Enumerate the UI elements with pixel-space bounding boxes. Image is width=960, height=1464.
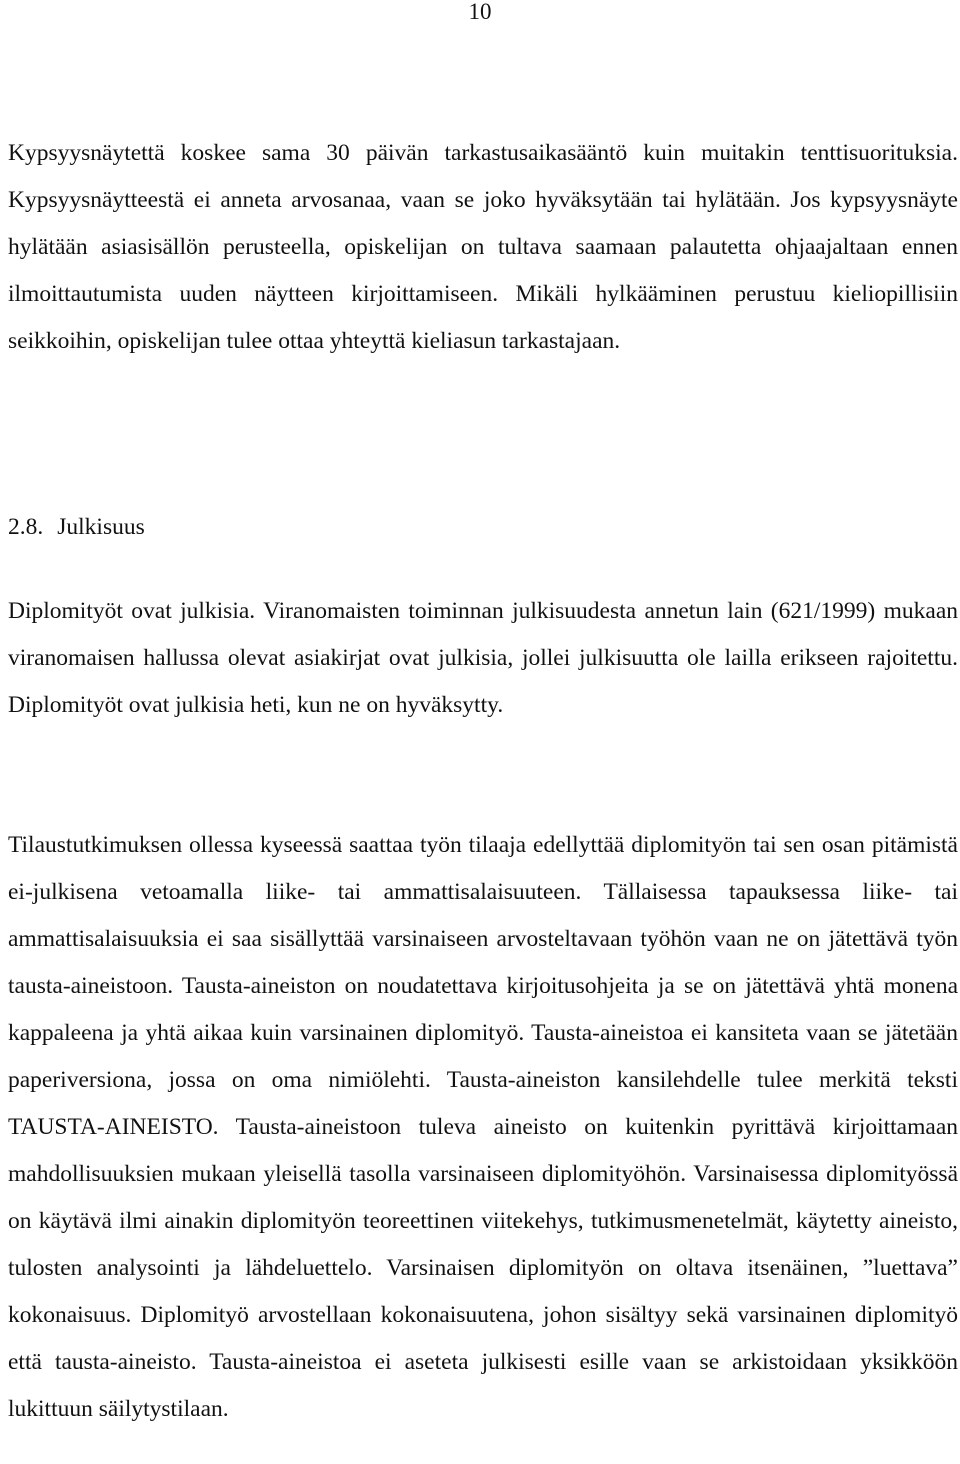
paragraph-publicity: Diplomityöt ovat julkisia. Viranomaisten toiminnan julkisuudesta annetun lain (621/1999) mukaan viranomaisen hallussa olevat asiakirjat ovat julkisia, jollei julkisuutta ole lailla erikseen rajoitettu. Diplomityöt ovat julkisia heti, kun ne on hyväksytty. (8, 598, 958, 718)
section-heading (8, 504, 145, 551)
paragraph-commissioned-research: Tilaustutkimuksen ollessa kyseessä saattaa työn tilaaja edellyttää diplomityön tai sen osan pitämistä ei-julkisena vetoamalla liike- tai ammattisalaisuuteen. Tällaisessa tapauksessa liike- tai ammattisalaisuuksia ei saa sisällyttää varsinaiseen arvosteltavaan työhön vaan ne on jätettävä työn tausta-aineistoon. Tausta-aineiston on noudatettava kirjoitusohjeita ja se on jätettävä yhtä monena kappaleena ja yhtä aikaa kuin varsinainen diplomityö. Tausta-aineistoa ei kansiteta vaan se jätetään paperiversiona, jossa on oma nimiölehti. Tausta-aineiston kansilehdelle tulee merkitä teksti TAUSTA-AINEISTO. Tausta-aineistoon tuleva aineisto on kuitenkin pyrittävä kirjoittamaan mahdollisuuksien mukaan yleisellä tasolla varsinaiseen diplomityöhön. Varsinaisessa diplomityössä on käytävä ilmi ainakin diplomityön teoreettinen viitekehys, tutkimusmenetelmät, käytetty aineisto, tulosten analysointi ja lähdeluettelo. Varsinaisen diplomityön on oltava itsenäinen, ”luettava” kokonaisuus. Diplomityö arvostellaan kokonaisuutena, johon sisältyy sekä varsinainen diplomityö että tausta-aineisto. Tausta-aineistoa ei aseteta julkisesti esille vaan se arkistoidaan yksikköön lukittuun säilytystilaan. (8, 832, 958, 1422)
page-number: 10 (468, 0, 492, 24)
paragraph-maturity-test: Kypsyysnäytettä koskee sama 30 päivän tarkastusaikasääntö kuin muitakin tenttisuorituksia. Kypsyysnäytteestä ei anneta arvosanaa, vaan se joko hyväksytään tai hylätään. Jos kypsyysnäyte hylätään asiasisällön perusteella, opiskelijan on tultava saamaan palautetta ohjaajaltaan ennen ilmoittautumista uuden näytteen kirjoittamiseen. Mikäli hylkääminen perustuu kieliopillisiin seikkoihin, opiskelijan tulee ottaa yhteyttä kieliasun tarkastajaan. (8, 140, 958, 354)
section-title: Julkisuus (57, 514, 145, 540)
section-number: 2.8. (8, 514, 44, 540)
